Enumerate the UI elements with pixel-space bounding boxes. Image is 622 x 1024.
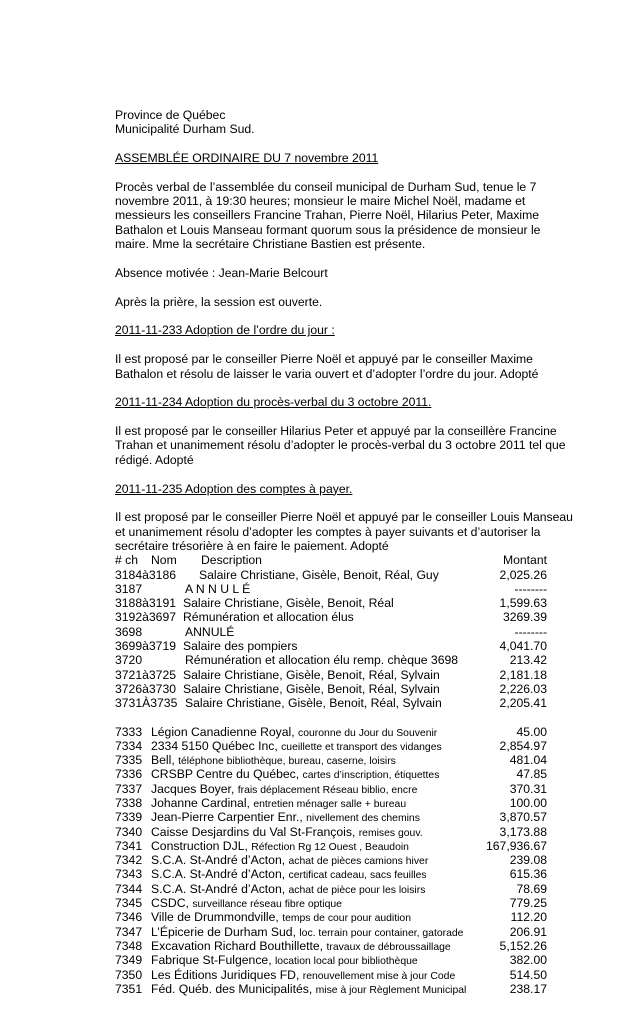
row-amount: 2,025.26: [499, 567, 547, 582]
row-description: Salaire Christiane, Gisèle, Benoit, Réal, Guy: [199, 567, 439, 582]
payee-name: Les Éditions Juridiques FD,: [151, 967, 303, 982]
resolution-234-text: [115, 424, 566, 467]
payee-name: Féd. Québ. des Municipalités,: [151, 981, 316, 996]
table-row: [115, 810, 545, 824]
payee-name: Caisse Desjardins du Val St-François,: [151, 824, 359, 839]
row-description: A N N U L É: [185, 581, 251, 596]
row-description: Salaire Christiane, Gisèle, Benoit, Réal, Sylvain: [183, 681, 440, 696]
table-row: [115, 625, 545, 639]
payee-name: Ville de Drummondville,: [151, 910, 283, 925]
payee-detail: remises gouv.: [358, 827, 423, 839]
table-row: [115, 968, 545, 982]
row-amount: 238.17: [509, 981, 547, 996]
cheque-number: 7339: [115, 810, 143, 825]
payee-detail: achat de pièce pour les loisirs: [288, 884, 426, 896]
row-amount: 112.20: [510, 910, 547, 925]
payee-name: Jacques Boyer,: [151, 781, 238, 796]
table-row: [115, 568, 545, 582]
cheque-number: 7336: [115, 767, 143, 782]
header-montant: Montant: [502, 553, 547, 568]
payee-name: Jean-Pierre Carpentier Enr.,: [151, 810, 307, 825]
table-row: [115, 610, 545, 624]
row-amount: 2,226.03: [499, 681, 547, 696]
cheque-number: 7347: [115, 924, 143, 939]
cheque-number: 3721à3725: [115, 667, 177, 682]
payee-detail: location local pour bibliothèque: [274, 956, 418, 968]
cheque-number: 3698: [115, 624, 143, 639]
table-row: [115, 825, 545, 839]
cheque-number: 3720: [115, 653, 143, 668]
text-line: Il est proposé par le conseiller Pierre Noël et appuyé par le conseiller Maxime: [115, 352, 533, 367]
cheque-number: 3184à3186: [115, 567, 177, 582]
cheque-number: 3188à3191: [115, 596, 177, 611]
cheque-number: 7344: [115, 881, 143, 896]
table-row: [115, 867, 545, 881]
text-line: Il est proposé par le conseiller Pierre Noël et appuyé par le conseiller Louis Manseau: [115, 510, 573, 525]
payee-name: CSDC,: [151, 896, 193, 911]
table-header: [115, 553, 545, 567]
payee-name: S.C.A. St-André d’Acton,: [151, 853, 289, 868]
payee-detail: loc. terrain pour container, gatorade: [299, 927, 464, 939]
row-amount: 5,152.26: [499, 938, 547, 953]
table-row: [115, 853, 545, 867]
payee-detail: mise à jour Règlement Municipal: [315, 984, 467, 996]
cheque-number: 7333: [115, 724, 143, 739]
payee-name: S.C.A. St-André d’Acton,: [151, 867, 289, 882]
row-description: Salaire Christiane, Gisèle, Benoit, Réal, Sylvain: [185, 696, 442, 711]
payee-detail: temps de cour pour audition: [282, 913, 411, 925]
table-row: [115, 982, 545, 996]
absence-line: Absence motivée : Jean-Marie Belcourt: [115, 265, 328, 280]
payee-detail: couronne du Jour du Souvenir: [298, 727, 438, 739]
row-amount: 3,173.88: [499, 824, 547, 839]
row-amount: 370.31: [509, 781, 547, 796]
cheque-number: 3699à3719: [115, 639, 177, 654]
header-nom: Nom: [151, 553, 177, 568]
table-row: [115, 696, 545, 710]
row-amount: 239.08: [509, 853, 547, 868]
accounts-table: [115, 553, 545, 996]
meeting-title: ASSEMBLÉE ORDINAIRE DU 7 novembre 2011: [115, 151, 379, 166]
payee-name: Légion Canadienne Royal,: [151, 724, 299, 739]
vendor-rows: [115, 725, 545, 997]
row-amount: 206.91: [509, 924, 547, 939]
resolution-233-text: [115, 352, 545, 381]
cheque-number: 3192à3697: [115, 610, 177, 625]
payee-name: Fabrique St-Fulgence,: [151, 953, 275, 968]
payee-detail: travaux de débroussaillage: [326, 941, 451, 953]
payee-detail: certificat cadeau, sacs feuilles: [288, 870, 427, 882]
table-row: [115, 682, 545, 696]
cheque-number: 7345: [115, 896, 143, 911]
payroll-rows: [115, 568, 545, 711]
payee-name: L’Épicerie de Durham Sud,: [151, 924, 300, 939]
payee-detail: nivellement des chemins: [306, 813, 420, 825]
text-line: Trahan et unanimement résolu d’adopter le procès-verbal du 3 octobre 2011 tel que: [115, 438, 566, 453]
row-amount: 481.04: [509, 753, 547, 768]
payee-detail: Réfection Rg 12 Ouest , Beaudoin: [251, 841, 409, 853]
row-amount: 382.00: [509, 953, 547, 968]
row-amount: 4,041.70: [499, 639, 547, 654]
payee-name: Johanne Cardinal,: [151, 795, 254, 810]
table-row: [115, 910, 545, 924]
header-ch: # ch: [115, 553, 139, 568]
text-line: Il est proposé par le conseiller Hilarius Peter et appuyé par la conseillère Francine: [115, 424, 557, 439]
payee-name: CRSBP Centre du Québec,: [151, 767, 303, 782]
document-page: [115, 108, 573, 996]
row-amount: 3269.39: [502, 610, 547, 625]
table-row: [115, 953, 545, 967]
row-description: ANNULÉ: [185, 624, 235, 639]
table-row: [115, 796, 545, 810]
table-row: [115, 839, 545, 853]
province-line: Province de Québec: [115, 108, 226, 122]
text-line: novembre 2011, à 19:30 heures; monsieur le maire Michel Noël, madame et: [115, 194, 526, 209]
table-row: [115, 882, 545, 896]
table-row: [115, 653, 545, 667]
row-amount: 45.00: [516, 724, 547, 739]
resolution-233-title: 2011-11-233 Adoption de l’ordre du jour :: [115, 323, 335, 338]
payee-name: Bell,: [151, 753, 179, 768]
text-line: secrétaire trésorière à en faire le paiement. Adopté: [115, 538, 389, 553]
payee-name: Construction DJL,: [151, 838, 252, 853]
text-line: et unanimement résolu d’adopter les comptes à payer suivants et d’autoriser la: [115, 524, 541, 539]
resolution-234-title: 2011-11-234 Adoption du procès-verbal du 3 octobre 2011.: [115, 395, 432, 410]
row-amount: --------: [514, 581, 547, 596]
prayer-line: Après la prière, la session est ouverte.: [115, 294, 323, 309]
text-line: Bathalon et résolu de laisser le varia ouvert et d’adopter l’ordre du jour. Adopté: [115, 366, 539, 381]
cheque-number: 7350: [115, 967, 143, 982]
table-row: [115, 596, 545, 610]
municipality-line: Municipalité Durham Sud.: [115, 122, 255, 137]
payee-detail: achat de pièces camions hiver: [288, 856, 429, 868]
table-row: [115, 639, 545, 653]
cheque-number: 7342: [115, 853, 143, 868]
payee-detail: cueillette et transport des vidanges: [281, 741, 442, 753]
cheque-number: 7349: [115, 953, 143, 968]
row-amount: 100.00: [509, 795, 547, 810]
payee-name: Excavation Richard Bouthillette,: [151, 938, 327, 953]
cheque-number: 7348: [115, 938, 143, 953]
payee-detail: entretien ménager salle + bureau: [253, 798, 407, 810]
cheque-number: 7334: [115, 738, 143, 753]
cheque-number: 7338: [115, 795, 143, 810]
table-row: [115, 739, 545, 753]
cheque-number: 7335: [115, 753, 143, 768]
row-amount: 514.50: [509, 967, 547, 982]
text-line: maire. Mme la secrétaire Christiane Bastien est présente.: [115, 237, 426, 252]
row-amount: 3,870.57: [499, 810, 547, 825]
payee-detail: surveillance réseau fibre optique: [192, 899, 342, 911]
row-amount: 2,854.97: [499, 738, 547, 753]
payee-name: S.C.A. St-André d’Acton,: [151, 881, 289, 896]
text-line: Procès verbal de l’assemblée du conseil municipal de Durham Sud, tenue le 7: [115, 179, 537, 194]
text-line: messieurs les conseillers Francine Trahan, Pierre Noël, Hilarius Peter, Maxime: [115, 208, 540, 223]
row-amount: 2,205.41: [499, 696, 547, 711]
row-amount: 78.69: [516, 881, 547, 896]
row-amount: 47.85: [516, 767, 547, 782]
cheque-number: 3726à3730: [115, 681, 177, 696]
table-row: [115, 725, 545, 739]
header-description: Description: [201, 553, 262, 568]
text-line: Bathalon et Louis Manseau formant quorum sous la présidence de monsieur le: [115, 222, 541, 237]
row-description: Salaire des pompiers: [183, 639, 298, 654]
table-row: [115, 668, 545, 682]
payee-name: 2334 5150 Québec Inc,: [151, 738, 282, 753]
cheque-number: 7343: [115, 867, 143, 882]
payee-detail: frais déplacement Réseau biblio, encre: [237, 784, 418, 796]
payee-detail: renouvellement mise à jour Code: [302, 970, 456, 982]
text-line: rédigé. Adopté: [115, 452, 194, 467]
resolution-235-title: 2011-11-235 Adoption des comptes à payer.: [115, 481, 353, 496]
row-amount: 2,181.18: [499, 667, 547, 682]
row-description: Salaire Christiane, Gisèle, Benoit, Réal: [183, 596, 394, 611]
row-description: Rémunération et allocation élus: [183, 610, 354, 625]
row-description: Rémunération et allocation élu remp. chèque 3698: [185, 653, 459, 668]
cheque-number: 7341: [115, 838, 143, 853]
table-row: [115, 767, 545, 781]
cheque-number: 3731À3735: [115, 696, 178, 711]
cheque-number: 7340: [115, 824, 143, 839]
table-row: [115, 925, 545, 939]
intro-paragraph: [115, 180, 545, 251]
table-row: [115, 582, 545, 596]
cheque-number: 7337: [115, 781, 143, 796]
cheque-number: 7346: [115, 910, 143, 925]
row-amount: --------: [514, 624, 547, 639]
row-amount: 779.25: [509, 896, 547, 911]
payee-detail: téléphone bibliothèque, bureau, caserne, loisirs: [178, 756, 396, 768]
row-amount: 615.36: [509, 867, 547, 882]
table-row: [115, 753, 545, 767]
cheque-number: 7351: [115, 981, 143, 996]
payee-detail: cartes d’inscription, étiquettes: [302, 770, 440, 782]
row-amount: 167,936.67: [486, 838, 547, 853]
table-row: [115, 782, 545, 796]
resolution-235-text: [115, 510, 573, 553]
row-payee: [151, 982, 466, 998]
cheque-number: 3187: [115, 581, 143, 596]
row-amount: 1,599.63: [499, 596, 547, 611]
table-row: [115, 896, 545, 910]
table-row: [115, 939, 545, 953]
row-description: Salaire Christiane, Gisèle, Benoit, Réal, Sylvain: [183, 667, 440, 682]
row-amount: 213.42: [509, 653, 547, 668]
